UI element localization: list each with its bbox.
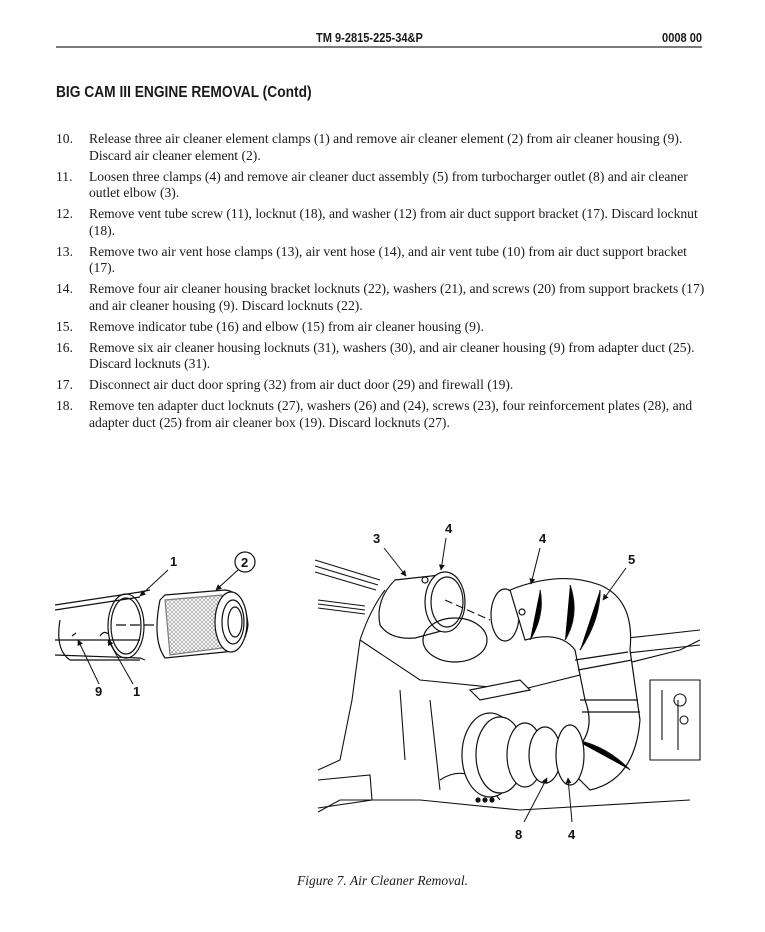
- step-item: [56, 281, 716, 314]
- step-number: 14.: [56, 281, 73, 296]
- step-text: Remove indicator tube (16) and elbow (15) from air cleaner housing (9).: [89, 318, 484, 334]
- page-header: [56, 28, 702, 48]
- turbocharger-drawing: [462, 680, 584, 802]
- page-id: 0008 00: [662, 30, 702, 45]
- callout-1-top: 1: [170, 554, 178, 569]
- step-text: Release three air cleaner element clamps (1) and remove air cleaner element (2) from air cleaner housing (9). Discard air cleaner element (2).: [89, 131, 683, 163]
- step-number: 10.: [56, 131, 73, 146]
- air-cleaner-figure: [0, 500, 765, 860]
- step-number: 12.: [56, 206, 73, 221]
- step-item: [56, 340, 716, 373]
- callout-9: 9: [95, 684, 103, 699]
- step-item: [56, 131, 716, 164]
- callout-1-bottom: 1: [133, 684, 141, 699]
- step-text: Disconnect air duct door spring (32) from air duct door (29) and firewall (19).: [89, 377, 514, 392]
- step-text: Remove two air vent hose clamps (13), air vent hose (14), and air vent tube (10) from air duct support bracket (17).: [89, 243, 687, 275]
- air-cleaner-housing-drawing: [55, 590, 158, 660]
- callout-8: 8: [515, 827, 523, 842]
- step-item: [56, 244, 716, 277]
- callout-2: 2: [241, 555, 249, 570]
- section-title: BIG CAM III ENGINE REMOVAL (Contd): [56, 84, 312, 101]
- step-text: Loosen three clamps (4) and remove air cleaner duct assembly (5) from turbocharger outlet (8) and air cleaner outlet elbow (3).: [89, 168, 688, 200]
- callout-3: 3: [373, 531, 381, 546]
- figure-caption: Figure 7. Air Cleaner Removal.: [297, 873, 468, 888]
- step-number: 18.: [56, 398, 73, 413]
- step-text: Remove six air cleaner housing locknuts (31), washers (30), and air cleaner housing (9) from adapter duct (25). Discard locknuts (31).: [89, 339, 695, 371]
- outlet-elbow-drawing: [379, 572, 490, 662]
- step-text: Remove four air cleaner housing bracket locknuts (22), washers (21), and screws (20) from support brackets (17) and air cleaner housing (9). Discard locknuts (22).: [89, 281, 705, 313]
- tm-number: TM 9-2815-225-34&P: [316, 30, 423, 45]
- step-text: Remove vent tube screw (11), locknut (18), and washer (12) from air duct support bracket (17). Discard locknut (18).: [89, 206, 698, 238]
- step-number: 16.: [56, 339, 73, 355]
- step-number: 15.: [56, 318, 73, 334]
- air-cleaner-element-drawing: [157, 590, 248, 658]
- step-number: 17.: [56, 377, 73, 392]
- step-item: [56, 377, 716, 394]
- callout-4-duct: 4: [539, 531, 547, 546]
- step-item: [56, 169, 716, 202]
- step-number: 13.: [56, 243, 73, 259]
- step-number: 11.: [56, 168, 73, 184]
- callout-5: 5: [628, 552, 636, 567]
- step-item: [56, 398, 716, 431]
- step-item: [56, 206, 716, 239]
- step-item: [56, 319, 716, 336]
- procedure-steps: [56, 131, 716, 436]
- callout-4-elbow: 4: [445, 521, 453, 536]
- step-text: Remove ten adapter duct locknuts (27), washers (26) and (24), screws (23), four reinforcement plates (28), and adapter duct (25) from air cleaner box (19). Discard locknuts (27).: [89, 398, 693, 430]
- callout-4-turbo: 4: [568, 827, 576, 842]
